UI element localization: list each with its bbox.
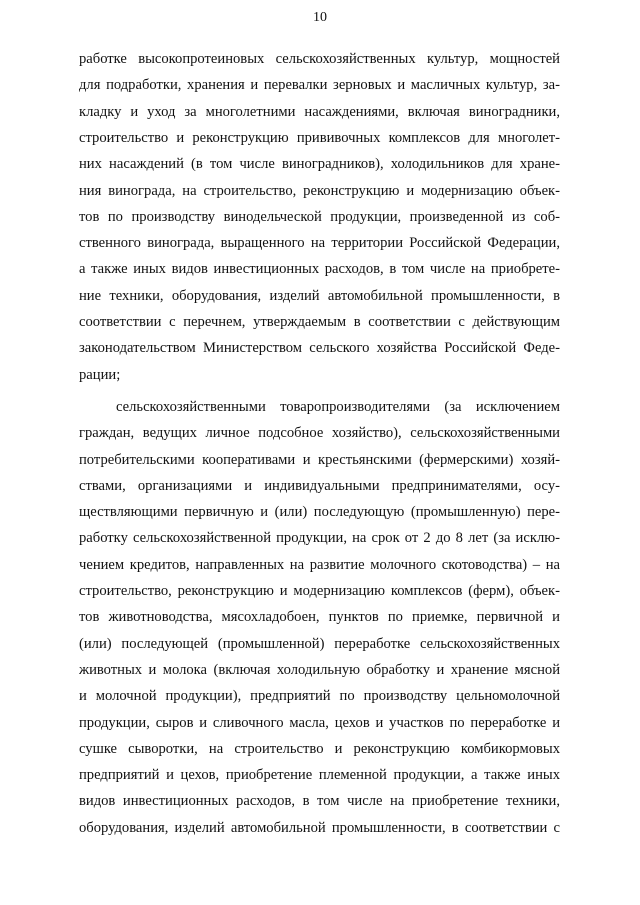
paragraph-1-line: строительство и реконструкцию прививочных комплексов для многолет- (79, 129, 560, 146)
paragraph-1-line: кладку и уход за многолетними насаждениями, включая виноградники, (79, 103, 560, 120)
paragraph-1-line: ственного винограда, выращенного на территории Российской Федерации, (79, 235, 560, 252)
paragraph-1-line: ния винограда, на строительство, реконструкцию и модернизацию объек- (79, 182, 560, 199)
paragraph-2-line: работку сельскохозяйственной продукции, на срок от 2 до 8 лет (за исклю- (79, 530, 560, 547)
page-number: 10 (313, 10, 327, 25)
paragraph-2-line: тов животноводства, мясохладобоен, пунктов по приемке, первичной и (79, 609, 560, 626)
paragraph-2-line: (или) последующей (промышленной) переработке сельскохозяйственных (79, 635, 560, 652)
paragraph-2-line: предприятий и цехов, приобретение племенной продукции, а также иных (79, 767, 560, 784)
paragraph-2-line: и молочной продукции), предприятий по производству цельномолочной (79, 688, 560, 705)
paragraph-2-line: сушке сыворотки, на строительство и реконструкцию комбикормовых (79, 740, 560, 757)
paragraph-1-line: работке высокопротеиновых сельскохозяйственных культур, мощностей (79, 51, 560, 67)
paragraph-2-line: чением кредитов, направленных на развитие молочного скотоводства) – на (79, 556, 560, 573)
paragraph-1-line: законодательством Министерством сельского хозяйства Российской Феде- (79, 340, 560, 357)
paragraph-1-line: для подработки, хранения и перевалки зерновых и масличных культур, за- (79, 77, 560, 94)
paragraph-2-line: видов инвестиционных расходов, в том числе на приобретение техники, (79, 793, 560, 810)
paragraph-1-line: ние техники, оборудования, изделий автомобильной промышленности, в (79, 287, 560, 304)
paragraph-2-line: ствами, организациями и индивидуальными предпринимателями, осу- (79, 477, 560, 494)
paragraph-1-line: соответствии с перечнем, утверждаемым в соответствии с действующим (79, 314, 560, 330)
paragraph-1-line: них насаждений (в том числе виноградников), холодильников для хране- (79, 156, 560, 173)
paragraph-1-line: рации; (79, 366, 121, 383)
paragraph-2-line: потребительскими кооперативами и крестьянскими (фермерскими) хозяй- (79, 451, 560, 468)
paragraph-2-line: ществляющими первичную и (или) последующую (промышленную) пере- (79, 504, 560, 521)
paragraph-2-line: продукции, сыров и сливочного масла, цехов и участков по переработке и (79, 714, 560, 731)
paragraph-2-line: строительство, реконструкцию и модернизацию комплексов (ферм), объек- (79, 583, 560, 599)
paragraph-1-line: а также иных видов инвестиционных расходов, в том числе на приобрете- (79, 261, 560, 278)
paragraph-1-line: тов по производству винодельческой продукции, произведенной из соб- (79, 208, 560, 225)
paragraph-2-line: оборудования, изделий автомобильной промышленности, в соответствии с (79, 819, 560, 836)
paragraph-2-line: сельскохозяйственными товаропроизводителями (за исключением (116, 398, 560, 415)
paragraph-2-line: граждан, ведущих личное подсобное хозяйство), сельскохозяйственными (79, 425, 560, 442)
paragraph-2-line: животных и молока (включая холодильную обработку и хранение мясной (79, 661, 560, 678)
